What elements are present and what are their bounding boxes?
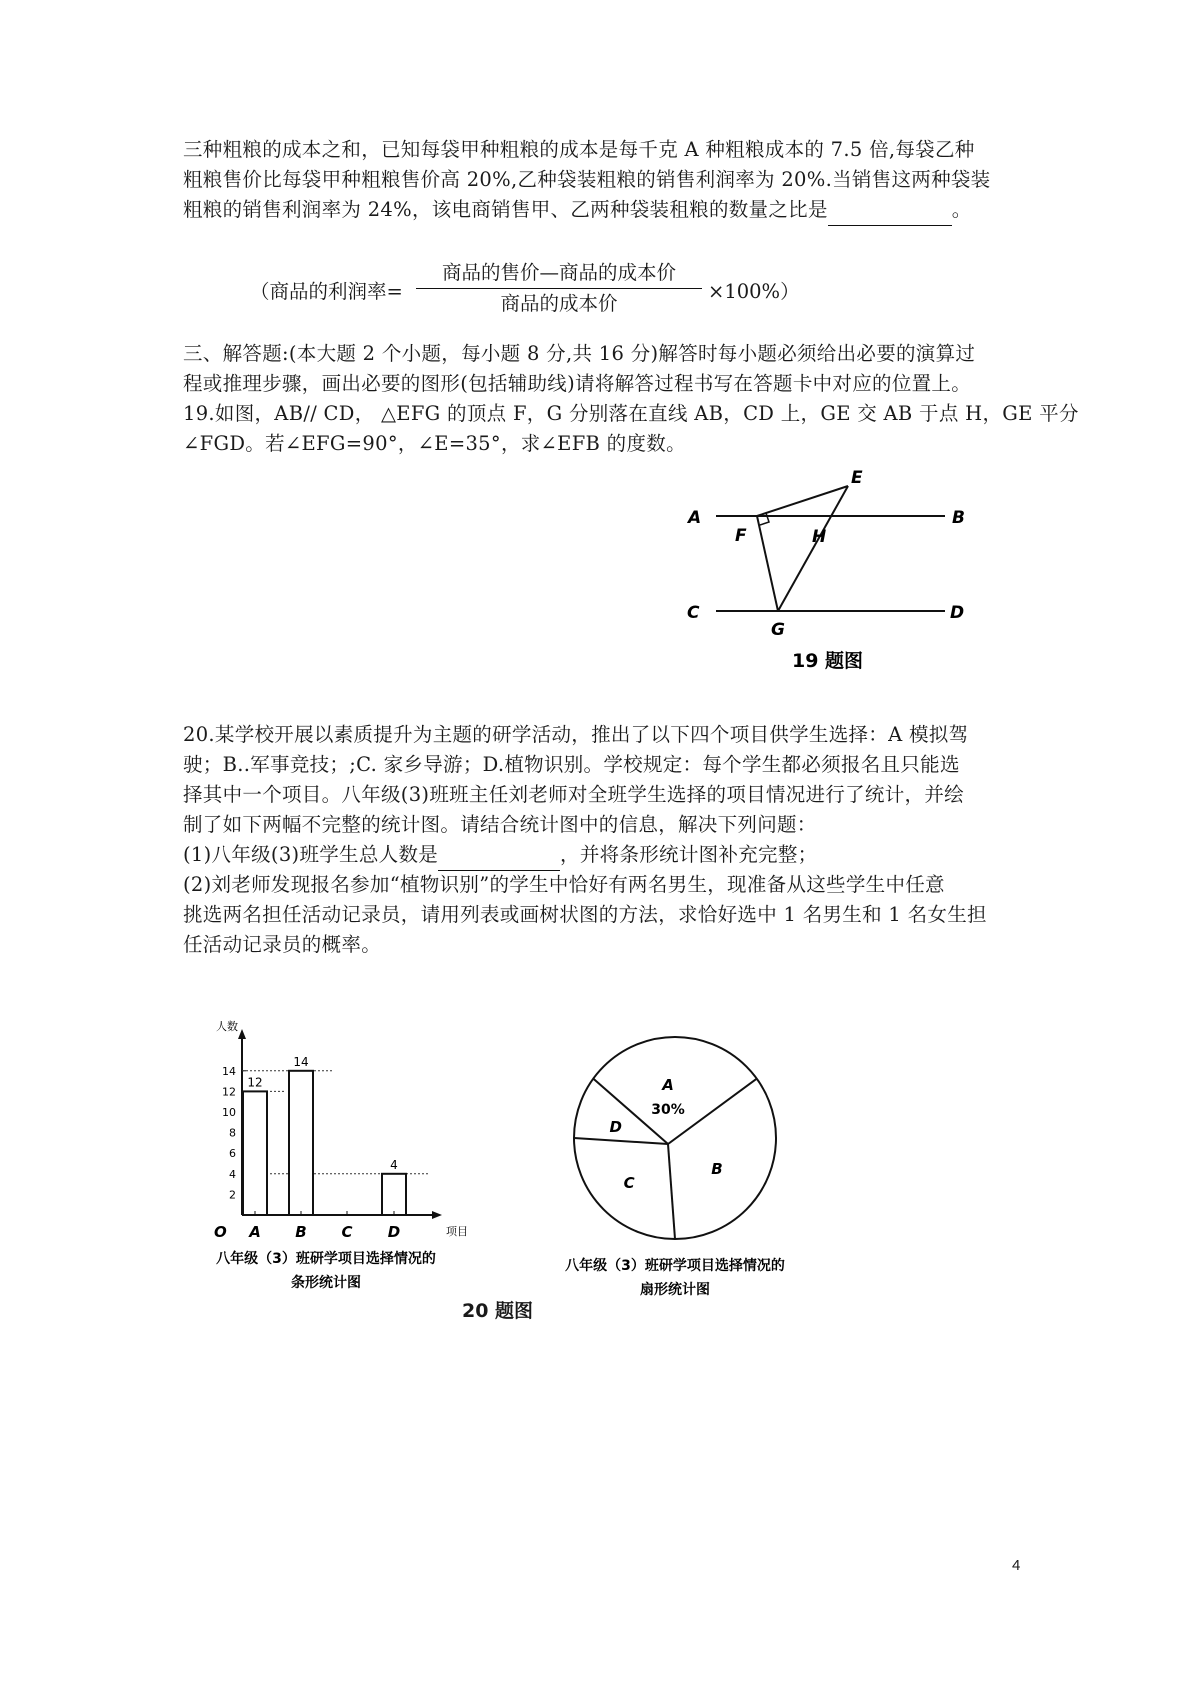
pie-chart-title-line2: 扇形统计图 <box>640 1282 710 1298</box>
q20-line4: 制了如下两幅不完整的统计图。请结合统计图中的信息，解决下列问题： <box>183 813 817 836</box>
pie-chart-title-line1: 八年级（3）班研学项目选择情况的 <box>565 1258 785 1274</box>
q19-figure-caption: 19 题图 <box>792 650 864 672</box>
formula-denominator: 商品的成本价 <box>500 292 618 315</box>
label-c: C <box>687 603 700 623</box>
label-d: D <box>950 603 965 623</box>
y-tick-label: 6 <box>229 1147 236 1161</box>
pie-label-b: B <box>711 1159 723 1178</box>
q20-line3: 择其中一个项目。八年级(3)班班主任刘老师对全班学生选择的项目情况进行了统计，并绘 <box>183 783 964 806</box>
q20-sub1 <box>183 840 1023 871</box>
label-b: B <box>952 508 965 528</box>
y-tick-label: 2 <box>229 1188 236 1202</box>
answer-blank-total <box>438 840 560 871</box>
q20-figure-caption: 20 题图 <box>462 1300 534 1322</box>
x-tick-label: D <box>387 1223 401 1241</box>
pie-label-a: A <box>662 1076 674 1094</box>
q20-line1: 20.某学校开展以素质提升为主题的研学活动，推出了以下四个项目供学生选择：A 模拟驾 <box>183 723 969 746</box>
q20-sub2-line3: 任活动记录员的概率。 <box>183 933 382 956</box>
q20-sub2-line1: (2)刘老师发现报名参加“植物识别”的学生中恰好有两名男生，现准备从这些学生中任意 <box>183 873 945 896</box>
bar-chart-title-line2: 条形统计图 <box>291 1275 361 1291</box>
q18-line2: 粗粮售价比每袋甲种粗粮售价高 20%,乙种袋装粗粮的销售利润率为 20%.当销售这两种袋装 <box>183 168 991 191</box>
bar-a <box>243 1091 267 1215</box>
y-tick-label: 4 <box>229 1167 236 1181</box>
q20-sub2-line2: 挑选两名担任活动记录员，请用列表或画树状图的方法，求恰好选中 1 名男生和 1 名女生担 <box>183 903 987 926</box>
q18-line1: 三种粗粮的成本之和，已知每袋甲种粗粮的成本是每千克 A 种粗粮成本的 7.5 倍,每袋乙种 <box>183 138 975 161</box>
label-a: A <box>688 508 702 528</box>
y-tick-label: 14 <box>222 1064 236 1078</box>
formula-prefix: （商品的利润率= <box>250 280 403 303</box>
pie-label-d: D <box>609 1118 622 1137</box>
section3-line1: 三、解答题:(本大题 2 个小题，每小题 8 分,共 16 分)解答时每小题必须给出必要的演算过 <box>183 342 976 365</box>
bar-data-label: 14 <box>293 1054 309 1069</box>
bar-d <box>382 1174 406 1215</box>
q19-line1: 19.如图，AB// CD， △EFG 的顶点 F，G 分别落在直线 AB，CD 上，GE 交 AB 于点 H，GE 平分 <box>183 402 1079 425</box>
origin-label: O <box>214 1223 227 1241</box>
y-axis-arrow <box>238 1029 246 1039</box>
page-number: 4 <box>1012 1557 1021 1574</box>
formula-suffix: ×100%） <box>708 280 800 303</box>
x-axis-label: 项目 <box>446 1225 468 1238</box>
segment-fg <box>757 516 778 611</box>
bar-chart-title-line1: 八年级（3）班研学项目选择情况的 <box>216 1251 436 1267</box>
pie-percent-a: 30% <box>651 1102 685 1118</box>
q18-line3-end: 。 <box>951 198 972 221</box>
label-g: G <box>771 620 785 640</box>
pie-label-c: C <box>623 1173 635 1192</box>
y-axis-label: 人数 <box>216 1020 238 1033</box>
x-tick-label: B <box>295 1223 307 1241</box>
formula-fraction <box>416 258 702 319</box>
answer-blank-ratio <box>828 195 952 226</box>
x-tick-label: A <box>249 1223 261 1241</box>
label-f: F <box>735 526 747 546</box>
section3-line2: 程或推理步骤，画出必要的图形(包括辅助线)请将解答过程书写在答题卡中对应的位置上。 <box>183 372 972 395</box>
y-tick-label: 8 <box>229 1126 236 1140</box>
q19-geometry-figure <box>687 468 1020 672</box>
q20-sub1-end: ，并将条形统计图补充完整； <box>560 843 818 866</box>
x-tick-label: C <box>341 1223 353 1241</box>
y-tick-label: 12 <box>222 1085 236 1099</box>
q18-line3 <box>183 195 1023 226</box>
y-tick-label: 10 <box>222 1106 236 1119</box>
bar-b <box>289 1071 313 1215</box>
bar-data-label: 4 <box>390 1157 398 1172</box>
bar-data-label: 12 <box>247 1075 263 1090</box>
q19-line2: ∠FGD。若∠EFG=90°，∠E=35°，求∠EFB 的度数。 <box>183 432 686 455</box>
label-e: E <box>851 468 863 488</box>
pie-chart <box>525 1030 825 1320</box>
q18-line3-text: 粗粮的销售利润率为 24%，该电商销售甲、乙两种袋装租粮的数量之比是 <box>183 198 828 221</box>
formula-numerator: 商品的售价—商品的成本价 <box>441 261 676 284</box>
bar-chart <box>198 1005 508 1305</box>
x-axis-arrow <box>432 1211 442 1219</box>
q20-line2: 驶；B..军事竞技；;C. 家乡导游；D.植物识别。学校规定：每个学生都必须报名且只能选 <box>183 753 960 776</box>
label-h: H <box>812 527 827 547</box>
q20-sub1-text: (1)八年级(3)班学生总人数是 <box>183 843 439 866</box>
